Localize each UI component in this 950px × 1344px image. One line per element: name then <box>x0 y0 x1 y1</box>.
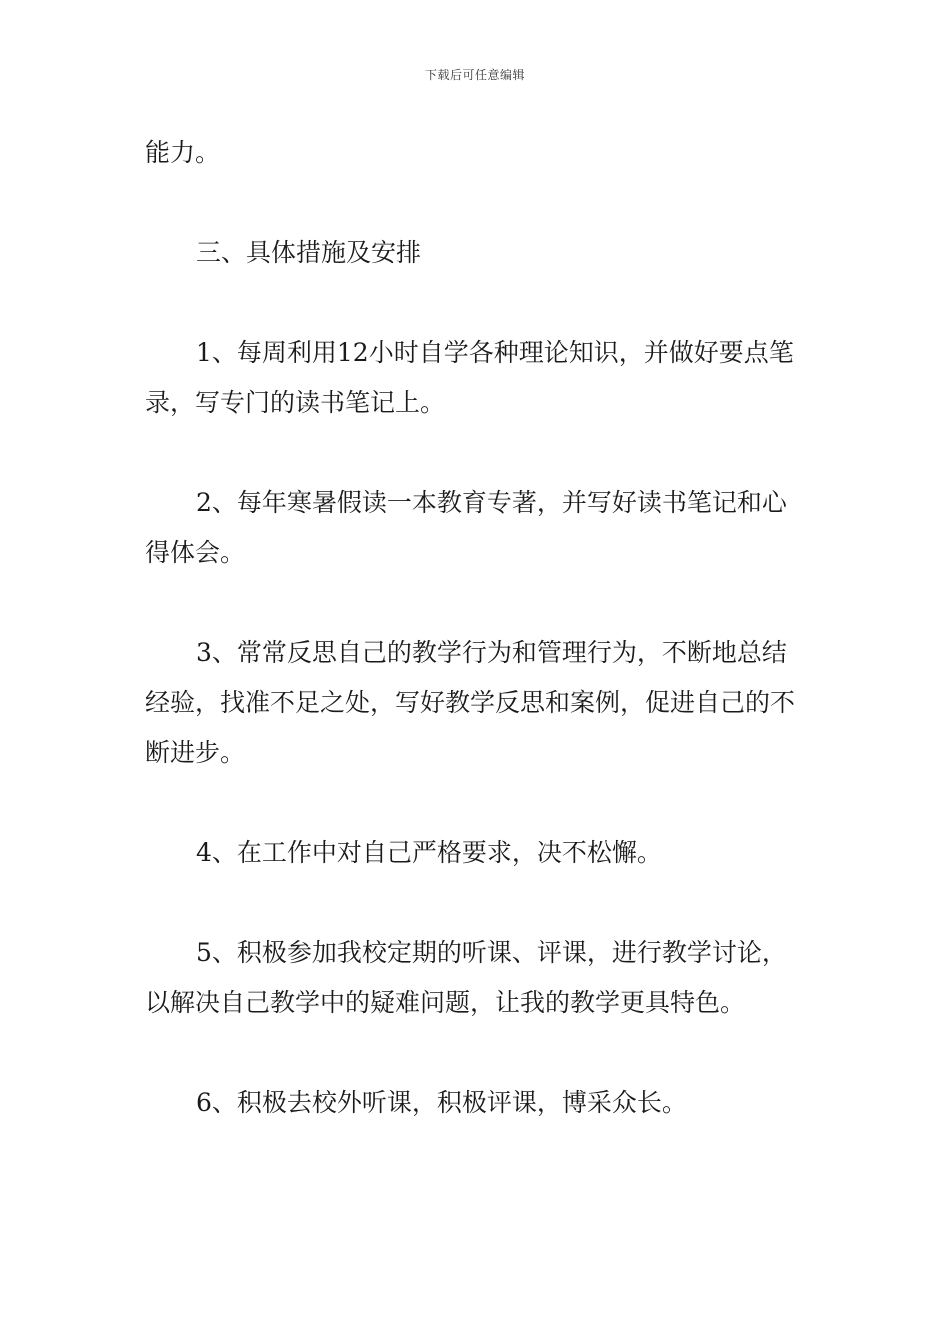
section-heading: 三、具体措施及安排 <box>196 238 422 267</box>
list-item: 3、常常反思自己的教学行为和管理行为，不断地总结经验，找准不足之处，写好教学反思和案例，促进自己的不断进步。 <box>145 638 796 767</box>
list-item: 5、积极参加我校定期的听课、评课，进行教学讨论，以解决自己教学中的疑难问题，让我的教学更具特色。 <box>145 938 787 1017</box>
list-item: 2、每年寒暑假读一本教育专著，并写好读书笔记和心得体会。 <box>145 488 787 567</box>
document-body <box>145 128 810 1128</box>
list-item: 4、在工作中对自己严格要求，决不松懈。 <box>196 838 662 867</box>
list-item: 6、积极去校外听课，积极评课，博采众长。 <box>196 1088 687 1117</box>
list-item: 1、每周利用12小时自学各种理论知识，并做好要点笔录，写专门的读书笔记上。 <box>145 338 794 417</box>
page-header-note: 下载后可任意编辑 <box>424 68 525 82</box>
paragraph-continuation: 能力。 <box>145 138 221 167</box>
